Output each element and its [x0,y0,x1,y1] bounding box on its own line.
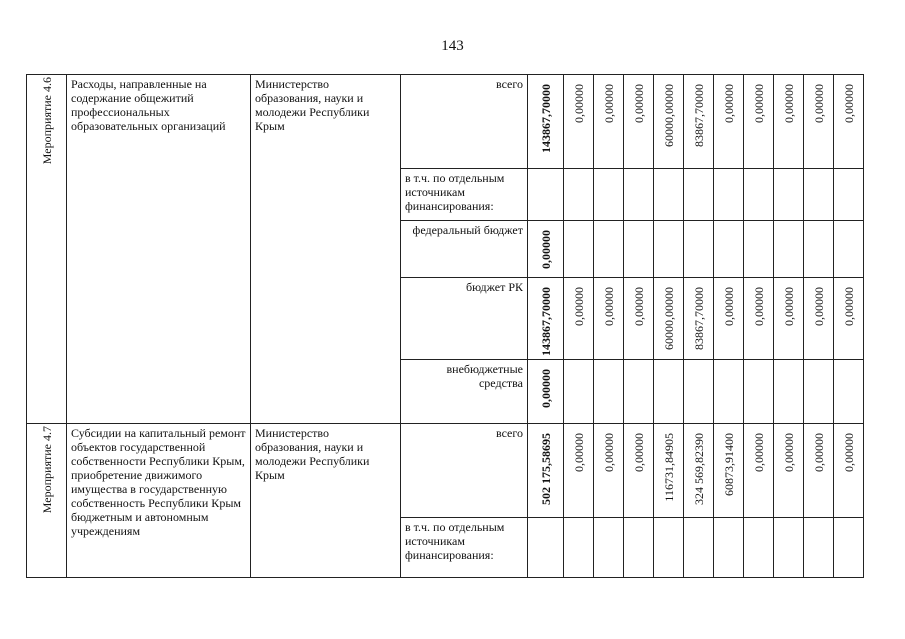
year-value: 83867,70000 [691,84,706,147]
year-value: 0,00000 [811,433,826,472]
source-label: всего [401,75,528,169]
year-value: 0,00000 [781,433,796,472]
year-value: 0,00000 [811,84,826,123]
year-value: 0,00000 [781,287,796,326]
year-value: 324 569,82390 [691,433,706,505]
financing-table [26,74,864,578]
measure-code-cell [27,424,67,578]
year-value: 0,00000 [601,84,616,123]
source-label: бюджет РК [401,278,528,360]
sum-cell: 0,00000 [538,230,553,269]
year-value: 0,00000 [721,84,736,123]
year-value: 116731,84905 [661,433,676,502]
year-value: 60000,00000 [661,84,676,147]
year-value: 60000,00000 [661,287,676,350]
year-value: 0,00000 [721,287,736,326]
year-value: 0,00000 [751,433,766,472]
sum-cell: 0,00000 [538,369,553,408]
year-value: 0,00000 [571,287,586,326]
year-value: 0,00000 [811,287,826,326]
year-value: 0,00000 [571,84,586,123]
source-label: внебюджетные средства [401,360,528,424]
year-value: 0,00000 [631,84,646,123]
sum-cell: 143867,70000 [538,287,553,356]
year-value: 0,00000 [631,287,646,326]
year-value: 0,00000 [601,433,616,472]
measure-name: Расходы, направленные на содержание общежитий профессиональных образовательных организаций [67,75,251,424]
year-value: 0,00000 [571,433,586,472]
year-value: 0,00000 [751,287,766,326]
source-label: федеральный бюджет [401,221,528,278]
table-row [27,424,864,518]
year-value: 0,00000 [841,287,856,326]
page-number: 143 [441,38,464,54]
source-label: всего [401,424,528,518]
year-value: 0,00000 [751,84,766,123]
sum-cell: 143867,70000 [538,84,553,153]
year-value: 0,00000 [601,287,616,326]
source-label: в т.ч. по отдельным источникам финансирования: [401,518,528,578]
year-value: 60873,91400 [721,433,736,496]
year-value: 83867,70000 [691,287,706,350]
year-value: 0,00000 [631,433,646,472]
source-label: в т.ч. по отдельным источникам финансирования: [401,169,528,221]
measure-executor: Министерство образования, науки и молодежи Республики Крым [251,424,401,578]
measure-code: Мероприятие 4.7 [39,426,54,514]
measure-code: Мероприятие 4.6 [39,77,54,165]
measure-name: Субсидии на капитальный ремонт объектов государственной собственности Республики Крым, приобретение движимого имущества в государственную собственность Республики Крым бюджетным и автономным учреждениям [67,424,251,578]
year-value: 0,00000 [841,84,856,123]
measure-executor: Министерство образования, науки и молодежи Республики Крым [251,75,401,424]
table-row [27,75,864,169]
measure-code-cell [27,75,67,424]
year-value: 0,00000 [781,84,796,123]
year-value: 0,00000 [841,433,856,472]
sum-cell: 502 175,58695 [538,433,553,505]
